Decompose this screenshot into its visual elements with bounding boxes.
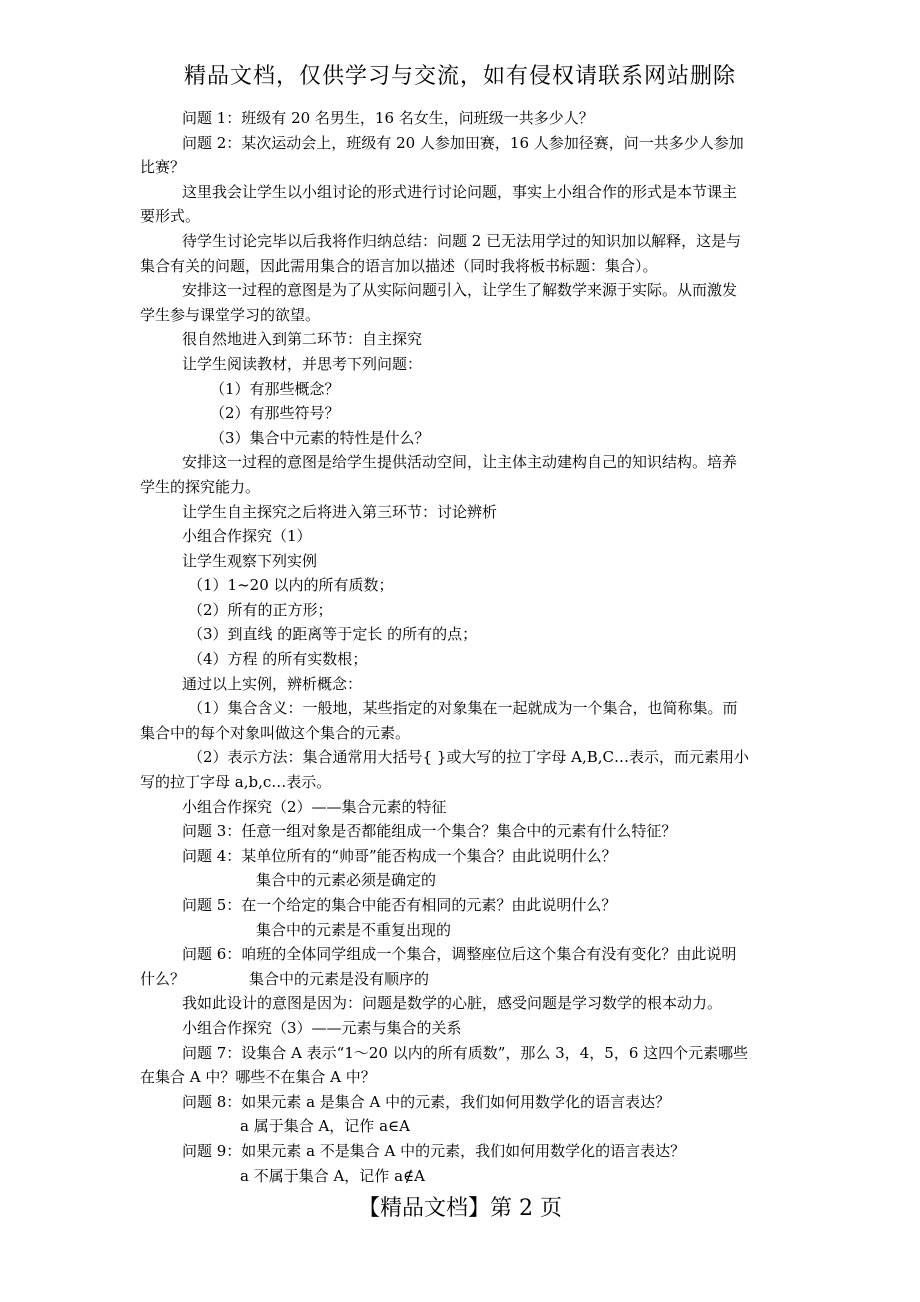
text-line-content: 让学生阅读教材，并思考下列问题： [182, 354, 423, 373]
text-line-content: 问题 4：某单位所有的“帅哥”能否构成一个集合？由此说明什么？ [182, 846, 617, 865]
text-line [140, 401, 784, 426]
text-line [140, 204, 784, 229]
text-line [140, 967, 784, 992]
text-line [140, 352, 784, 377]
text-line-content: 要形式。 [140, 207, 201, 226]
text-line [140, 672, 784, 697]
text-line-content: 问题 9：如果元素 a 不是集合 A 中的元素，我们如何用数学化的语言表达？ [182, 1141, 686, 1160]
text-line [140, 696, 784, 721]
text-line-content: 问题 5：在一个给定的集合中能否有相同的元素？由此说明什么？ [182, 896, 617, 914]
text-line [140, 622, 784, 647]
text-line [140, 1114, 784, 1139]
text-line-content: 学生的探究能力。 [140, 477, 261, 496]
text-line [140, 278, 784, 303]
text-line [140, 450, 784, 475]
text-line-content: 让学生自主探究之后将进入第三环节：讨论辨析 [182, 502, 498, 521]
text-line [140, 819, 784, 844]
text-line [140, 721, 784, 746]
text-line [140, 303, 784, 328]
text-line-content: （4）方程 的所有实数根； [188, 650, 368, 669]
page-header: 精品文档，仅供学习与交流，如有侵权请联系网站删除 [183, 64, 736, 89]
text-line-content: 安排这一过程的意图是给学生提供活动空间，让主体主动建构自己的知识结构。培养 [182, 453, 738, 472]
text-line [140, 475, 784, 500]
text-line-content: a 不属于集合 A，记作 a∉A [240, 1166, 425, 1185]
text-line-content: 通过以上实例，辨析概念： [182, 674, 363, 693]
text-line-content: 在集合 A 中？哪些不在集合 A 中？ [140, 1068, 376, 1087]
text-line [140, 1139, 784, 1164]
text-line [140, 795, 784, 820]
text-line-content: 问题 3：任意一组对象是否都能组成一个集合？集合中的元素有什么特征？ [182, 822, 677, 841]
text-line-content: （2）所有的正方形； [188, 600, 333, 619]
text-line [140, 770, 784, 795]
text-line-content: 我如此设计的意图是因为：问题是数学的心脏，感受问题是学习数学的根本动力。 [182, 994, 723, 1013]
text-line-content: 集合中的元素必须是确定的 [256, 871, 437, 890]
text-line [140, 229, 784, 254]
text-line-content: 问题 2：某次运动会上，班级有 20 人参加田赛，16 人参加径赛，问一共多少人参加 [182, 133, 744, 152]
text-line-content: 小组合作探究（2）——集合元素的特征 [182, 797, 447, 816]
text-line-content: 这里我会让学生以小组讨论的形式进行讨论问题，事实上小组合作的形式是本节课主 [182, 182, 738, 201]
text-line [140, 524, 784, 549]
text-line-content: （3）到直线 的距离等于定长 的所有的点； [188, 625, 478, 644]
document-body [140, 106, 784, 1188]
text-line [140, 549, 784, 574]
text-line [140, 1016, 784, 1041]
text-line-content: 集合有关的问题，因此需用集合的语言加以描述（同时我将板书标题：集合）。 [140, 256, 658, 275]
text-line [140, 106, 784, 131]
text-line-content: 问题 1：班级有 20 名男生，16 名女生，问班级一共多少人？ [182, 109, 594, 127]
text-line-content: 集合中的每个对象叫做这个集合的元素。 [140, 723, 411, 742]
text-line-content: （1）集合含义：一般地，某些指定的对象集在一起就成为一个集合，也简称集。而 [188, 699, 738, 718]
text-line [140, 155, 784, 180]
text-line-content: 很自然地进入到第二环节：自主探究 [182, 330, 423, 349]
text-line-content: 比赛？ [140, 158, 186, 177]
text-line [140, 500, 784, 525]
text-line [140, 1065, 784, 1090]
text-line-content: （2）有那些符号？ [210, 404, 340, 423]
text-line [140, 893, 784, 918]
text-line-content: 什么？ [140, 969, 186, 988]
text-line-content: 让学生观察下列实例 [182, 551, 318, 570]
text-line [140, 131, 784, 156]
text-line [140, 598, 784, 623]
text-line [140, 426, 784, 451]
text-line-content: 问题 7：设集合 A 表示“1～20 以内的所有质数”，那么 3，4，5，6 这四个元素哪些 [182, 1043, 749, 1062]
text-line [140, 1164, 784, 1189]
text-line [140, 180, 784, 205]
text-line-content: 学生参与课堂学习的欲望。 [140, 305, 321, 324]
text-line [140, 377, 784, 402]
text-line [140, 868, 784, 893]
text-line-content: 问题 6：咱班的全体同学组成一个集合，调整座位后这个集合有没有变化？由此说明 [182, 945, 737, 964]
text-line-content: a 属于集合 A，记作 a∈A [240, 1117, 410, 1136]
text-line [140, 918, 784, 943]
text-line [140, 573, 784, 598]
text-line-content: 待学生讨论完毕以后我将作归纳总结：问题 2 已无法用学过的知识加以解释，这是与 [182, 231, 742, 250]
text-line-content: 集合中的元素是不重复出现的 [256, 920, 452, 939]
text-line [140, 327, 784, 352]
text-line-content: 小组合作探究（1） [182, 527, 312, 546]
text-line [140, 647, 784, 672]
text-line-content: 写的拉丁字母 a,b,c…表示。 [140, 773, 332, 792]
text-line [140, 1090, 784, 1115]
text-line-content: （2）表示方法：集合通常用大括号{ }或大写的拉丁字母 A,B,C…表示，而元素用小 [188, 748, 750, 767]
text-line [140, 942, 784, 967]
text-line-content: （1）有那些概念？ [210, 379, 340, 398]
text-line-content: 问题 8：如果元素 a 是集合 A 中的元素，我们如何用数学化的语言表达？ [182, 1092, 671, 1111]
text-line-content: 小组合作探究（3）——元素与集合的关系 [182, 1018, 462, 1037]
text-line-content: （1）1~20 以内的所有质数； [188, 576, 394, 595]
text-line [140, 991, 784, 1016]
text-line-content: 安排这一过程的意图是为了从实际问题引入，让学生了解数学来源于实际。从而激发 [182, 281, 738, 300]
text-line [140, 1041, 784, 1066]
text-line [140, 844, 784, 869]
text-line-content: （3）集合中元素的特性是什么？ [210, 428, 430, 447]
text-line-extra: 集合中的元素是没有顺序的 [249, 969, 430, 988]
text-line [140, 745, 784, 770]
text-line [140, 254, 784, 279]
page-footer: 【精品文档】第 2 页 [358, 1196, 562, 1221]
